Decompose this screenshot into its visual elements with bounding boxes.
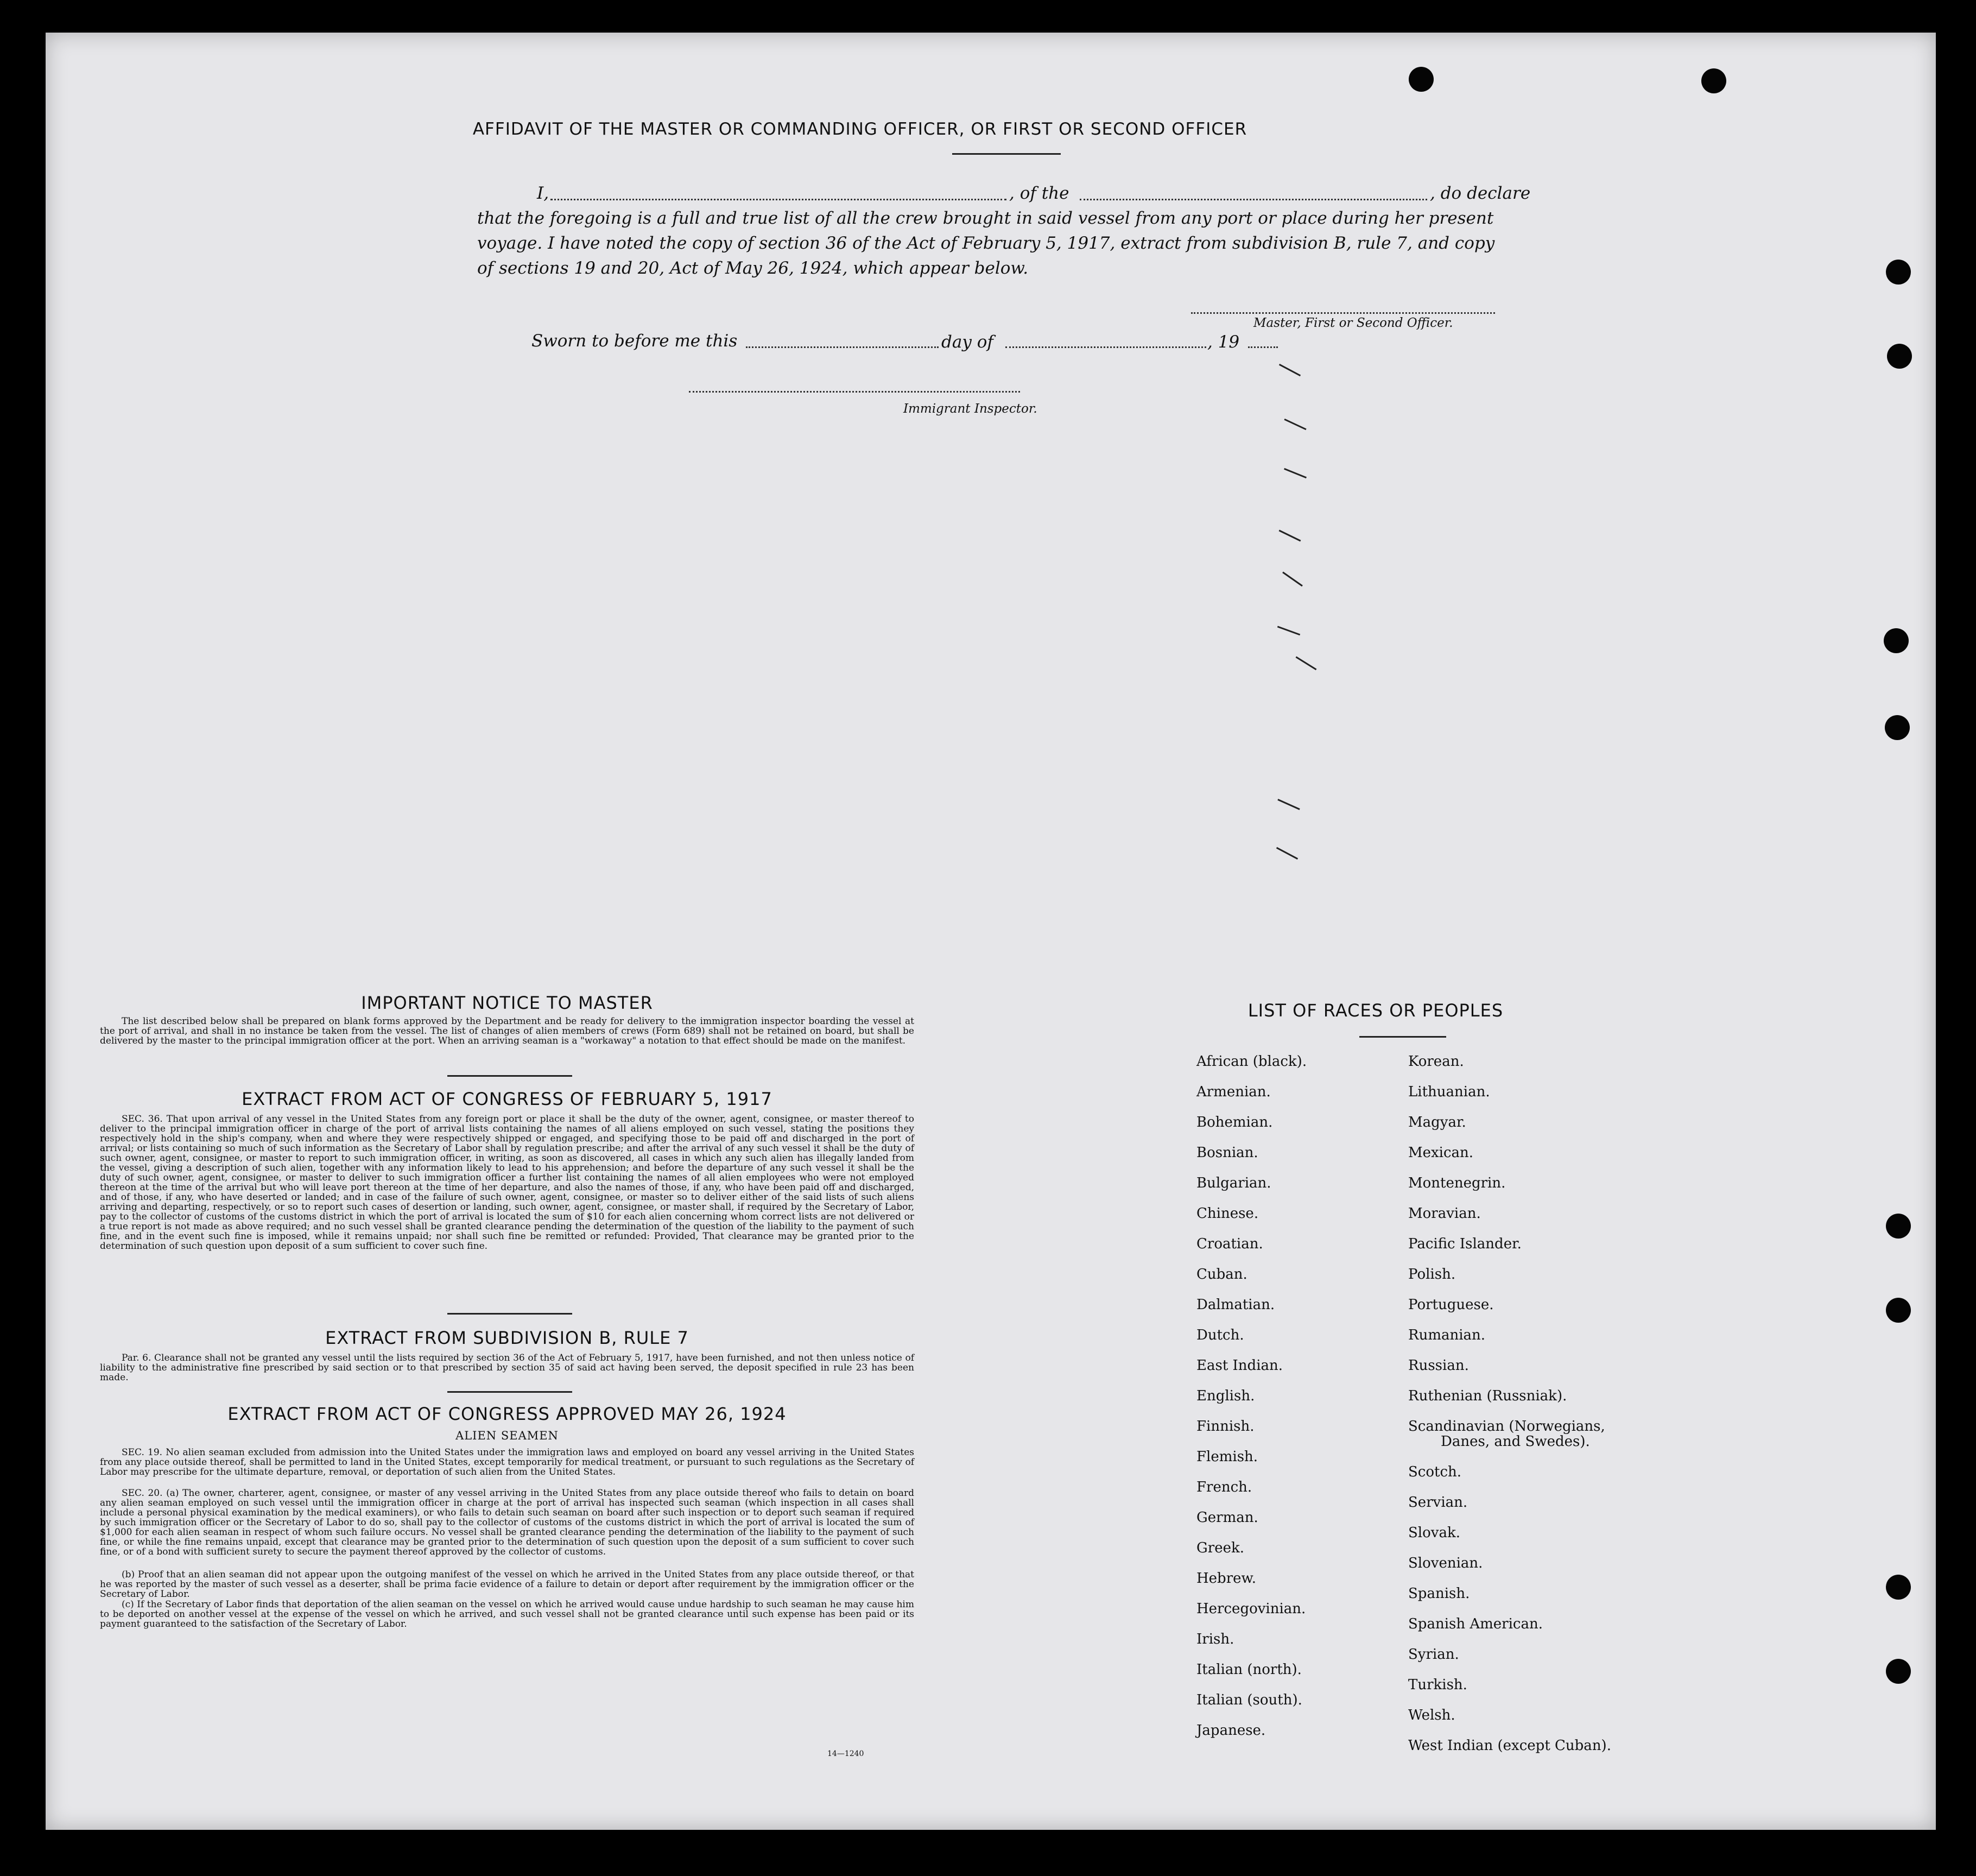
punch-hole <box>1886 260 1911 285</box>
affidavit-of-the-label: , of the <box>1009 184 1069 203</box>
race-item: Scandinavian (Norwegians, <box>1408 1418 1605 1435</box>
race-item: Chinese. <box>1196 1205 1259 1222</box>
punch-hole <box>1886 1575 1911 1600</box>
pen-mark <box>1296 656 1317 671</box>
race-item: Syrian. <box>1408 1646 1459 1663</box>
race-item: East Indian. <box>1196 1357 1283 1374</box>
sec-20b-text: (b) Proof that an alien seaman did not appear upon the outgoing manifest of the vessel on which he arrived in the United States from any place outside thereof, or that he was reported by the master of such vessel as a deserter, shall be prima facie evidence of a failure to detain or deport after requirement by the immigration officer or the Secretary of Labor. <box>100 1569 914 1600</box>
race-item: Mexican. <box>1408 1145 1474 1161</box>
races-heading: LIST OF RACES OR PEOPLES <box>1247 1000 1504 1021</box>
race-item: Lithuanian. <box>1408 1084 1490 1100</box>
race-item: Portuguese. <box>1408 1297 1494 1313</box>
race-item: Polish. <box>1408 1266 1456 1283</box>
punch-hole <box>1887 344 1912 369</box>
section-divider <box>447 1391 572 1393</box>
race-item: Dutch. <box>1196 1327 1244 1343</box>
pen-mark <box>1279 364 1301 376</box>
punch-hole <box>1701 68 1726 93</box>
race-item: Hercegovinian. <box>1196 1601 1306 1617</box>
section-divider <box>447 1313 572 1315</box>
extract-1917-body: SEC. 36. That upon arrival of any vessel in the United States from any foreign port or place it shall be the duty of the owner, agent, consignee, or master thereof to deliver to the principal immigration officer in charge of the port of arrival lists containing the names of all aliens employed on such vessel, stating the positions they respectively hold in the ship's company, when and where they were respectively shipped or engaged, and specifying those to be paid off and discharged in the port of arrival; or lists containing so much of such information as the Secretary of Labor shall by regulation prescribe; and after the arrival of any such vessel it shall be the duty of such owner, agent, consignee, or master to report to such immigration officer, in writing, as soon as discovered, all cases in which any such alien has illegally landed from the vessel, giving a description of such alien, together with any information likely to lead to his apprehension; and before the departure of any such vessel it shall be the duty of such owner, agent, consignee, or master to deliver to such immigration officer a further list containing the names of all alien employees who were not employed thereon at the time of the arrival but who will leave port thereon at the time of her departure, and also the names of those, if any, who have been paid off and discharged, and of those, if any, who have deserted or landed; and in case of the failure of such owner, agent, consignee, or master so to deliver either of the said lists of such aliens arriving and departing, respectively, or so to report such cases of desertion or landing, such owner, agent, consignee, or master shall, if required by the Secretary of Labor, pay to the collector of customs of the customs district in which the port of arrival is located the sum of $10 for each alien concerning whom correct lists are not delivered or a true report is not made as above required; and no such vessel shall be granted clearance pending the determination of the question of the liability to the payment of such fine, and in the event such fine is imposed, while it remains unpaid; nor shall such fine be remitted or refunded: Provided, That clearance may be granted prior to the determination of such question upon deposit of a sum sufficient to cover such fine. <box>100 1114 914 1252</box>
inspector-label: Immigrant Inspector. <box>903 402 1037 416</box>
race-item: Flemish. <box>1196 1449 1258 1465</box>
pen-mark <box>1282 572 1303 587</box>
race-item: Rumanian. <box>1408 1327 1486 1343</box>
race-item: Bulgarian. <box>1196 1175 1271 1191</box>
race-item: German. <box>1196 1509 1258 1526</box>
race-item: African (black). <box>1196 1053 1307 1070</box>
notice-heading: IMPORTANT NOTICE TO MASTER <box>361 993 653 1013</box>
punch-hole <box>1886 1659 1911 1684</box>
extract-1924-heading: EXTRACT FROM ACT OF CONGRESS APPROVED MAY 26, 1924 <box>227 1404 787 1424</box>
extract-rule7-heading: EXTRACT FROM SUBDIVISION B, RULE 7 <box>325 1328 689 1348</box>
race-item: Danes, and Swedes). <box>1441 1433 1590 1450</box>
year-blank <box>1248 346 1278 348</box>
sec-20a-text: SEC. 20. (a) The owner, charterer, agent, consignee, or master of any vessel arriving in the United States from any place outside thereof who fails to detain on board any alien seaman employed on such vessel until the immigration officer in charge at the port of arrival has inspected such seaman (which inspection in all cases shall include a personal physical examination by the medical examiners), or who fails to detain such seaman on board after such inspection or to deport such seaman if required by such immigration officer or the Secretary of Labor to do so, shall pay to the collector of customs of the customs district in which the port of arrival is located the sum of $1,000 for each alien seaman in respect of whom such failure occurs. No vessel shall be granted clearance pending the determination of the liability to the payment of such fine, or while the fine remains unpaid, except that clearance may be granted prior to the determination of such question upon the deposit of a sum sufficient to cover such fine, or of a bond with sufficient surety to secure the payment thereof approved by the collector of customs. <box>100 1488 914 1557</box>
sec-20c-text: (c) If the Secretary of Labor finds that deportation of the alien seaman on the vessel on which he arrived would cause undue hardship to such seaman he may cause him to be deported on another vessel at the expense of the vessel on which he arrived, and such vessel shall not be granted clearance until such expense has been paid or its payment guaranteed to the satisfaction of the Secretary of Labor. <box>100 1599 914 1629</box>
pen-mark <box>1277 799 1300 810</box>
race-item: Ruthenian (Russniak). <box>1408 1388 1567 1404</box>
form-number: 14—1240 <box>827 1749 864 1758</box>
inspector-blank <box>689 391 1020 393</box>
race-item: Dalmatian. <box>1196 1297 1275 1313</box>
pen-mark <box>1279 530 1301 542</box>
name-blank <box>550 199 1006 200</box>
race-item: Armenian. <box>1196 1084 1271 1100</box>
race-item: Slovak. <box>1408 1525 1460 1541</box>
race-item: Croatian. <box>1196 1236 1263 1252</box>
race-item: Slovenian. <box>1408 1555 1483 1571</box>
race-item: Welsh. <box>1408 1707 1455 1723</box>
race-item: West Indian (except Cuban). <box>1408 1738 1611 1754</box>
sworn-year: , 19 <box>1207 332 1240 352</box>
affidavit-line-3: voyage. I have noted the copy of section 36 of the Act of February 5, 1917, extract from subdivision B, rule 7, and copy <box>477 233 1495 253</box>
race-item: Japanese. <box>1196 1722 1266 1739</box>
vessel-blank <box>1080 199 1427 200</box>
race-item: Greek. <box>1196 1540 1244 1556</box>
sworn-day-of: day of <box>941 332 993 352</box>
race-item: Korean. <box>1408 1053 1464 1070</box>
month-blank <box>1005 346 1206 348</box>
document-page <box>46 33 1936 1830</box>
punch-hole <box>1885 715 1910 740</box>
race-item: Hebrew. <box>1196 1570 1256 1587</box>
day-blank <box>746 346 939 348</box>
race-item: Italian (south). <box>1196 1692 1302 1708</box>
heading-divider <box>952 153 1061 155</box>
affidavit-declare-label: , do declare <box>1430 184 1531 203</box>
affidavit-i-label: I, <box>537 184 549 203</box>
race-item: Spanish. <box>1408 1586 1470 1602</box>
race-item: Magyar. <box>1408 1114 1466 1130</box>
race-item: Turkish. <box>1408 1677 1467 1693</box>
sworn-prefix: Sworn to before me this <box>531 331 738 351</box>
pen-mark <box>1276 847 1298 860</box>
pen-mark <box>1284 468 1307 478</box>
pen-mark <box>1277 626 1300 636</box>
punch-hole <box>1409 67 1434 92</box>
race-item: English. <box>1196 1388 1255 1404</box>
section-divider <box>447 1075 572 1077</box>
race-item: Montenegrin. <box>1408 1175 1506 1191</box>
sec-19-text: SEC. 19. No alien seaman excluded from admission into the United States under the immigration laws and employed on board any vessel arriving in the United States from any place outside thereof, shall be permitted to land in the United States, except temporarily for medical treatment, or pursuant to such regulations as the Secretary of Labor may prescribe for the ultimate departure, removal, or deportation of such alien from the United States. <box>100 1447 914 1477</box>
affidavit-line-4: of sections 19 and 20, Act of May 26, 1924, which appear below. <box>477 258 1029 278</box>
race-item: Pacific Islander. <box>1408 1236 1522 1252</box>
notice-body: The list described below shall be prepared on blank forms approved by the Department and be ready for delivery to the immigration inspector boarding the vessel at the port of arrival, and shall in no instance be taken from the vessel. The list of changes of alien members of crews (Form 689) shall not be retained on board, but shall be delivered by the master to the principal immigration officer at the port. When an arriving seaman is a "workaway" a notation to that effect should be made on the manifest. <box>100 1016 914 1046</box>
alien-seamen-subheading: ALIEN SEAMEN <box>455 1429 559 1442</box>
race-item: Bosnian. <box>1196 1145 1258 1161</box>
punch-hole <box>1886 1214 1911 1239</box>
signature-label: Master, First or Second Officer. <box>1253 316 1453 330</box>
race-item: Cuban. <box>1196 1266 1247 1283</box>
race-item: Italian (north). <box>1196 1662 1302 1678</box>
signature-blank <box>1191 312 1495 314</box>
extract-rule7-body: Par. 6. Clearance shall not be granted any vessel until the lists required by section 36 of the Act of February 5, 1917, have been furnished, and not then unless notice of liability to the administrative fine prescribed by said section or to that prescribed by section 35 of said act having been served, the deposit specified in rule 23 has been made. <box>100 1353 914 1383</box>
race-item: Finnish. <box>1196 1418 1255 1435</box>
race-item: Moravian. <box>1408 1205 1481 1222</box>
punch-hole <box>1886 1298 1911 1323</box>
race-item: Spanish American. <box>1408 1616 1543 1632</box>
punch-hole <box>1884 628 1909 653</box>
races-heading-divider <box>1359 1036 1446 1038</box>
race-item: French. <box>1196 1479 1252 1495</box>
race-item: Russian. <box>1408 1357 1469 1374</box>
race-item: Servian. <box>1408 1494 1468 1511</box>
race-item: Scotch. <box>1408 1464 1462 1480</box>
race-item: Irish. <box>1196 1631 1234 1647</box>
extract-1917-heading: EXTRACT FROM ACT OF CONGRESS OF FEBRUARY 5, 1917 <box>242 1089 772 1109</box>
pen-mark <box>1284 419 1306 430</box>
affidavit-line-2: that the foregoing is a full and true list of all the crew brought in said vessel from any port or place during her present <box>477 209 1494 228</box>
race-item: Bohemian. <box>1196 1114 1273 1130</box>
affidavit-heading: AFFIDAVIT OF THE MASTER OR COMMANDING OFFICER, OR FIRST OR SECOND OFFICER <box>472 119 1247 139</box>
